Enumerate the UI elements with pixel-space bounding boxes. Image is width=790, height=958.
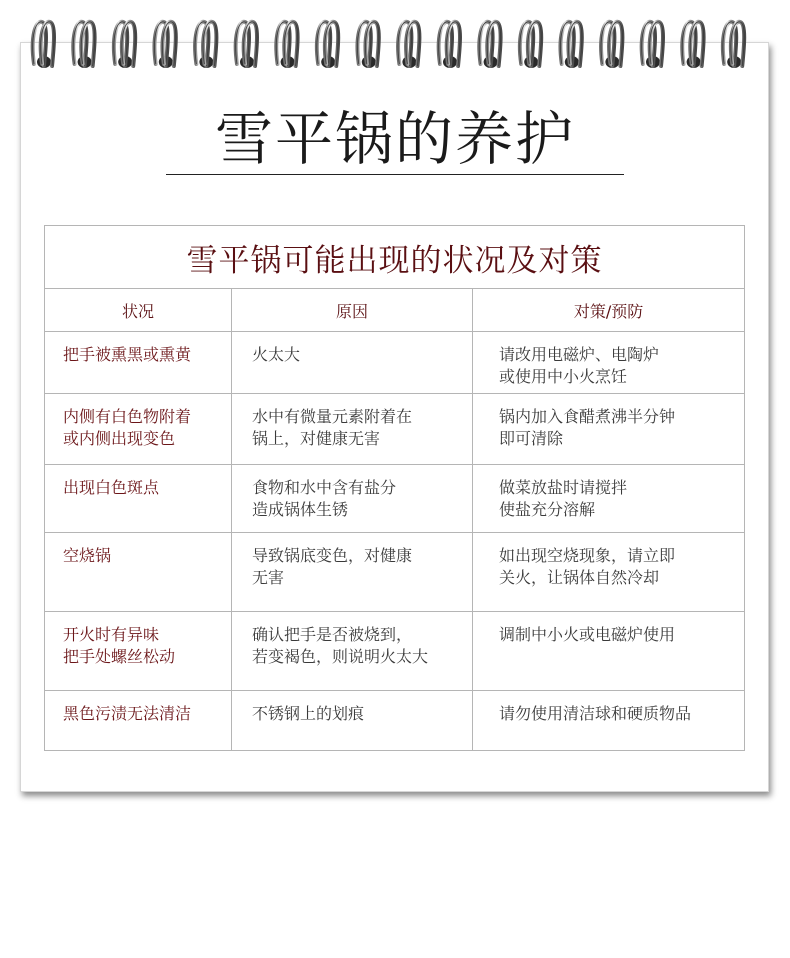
cause-cell-line: 锅上，对健康无害 [252,429,381,448]
cause-cell [232,394,473,465]
cause-cell-line: 水中有微量元素附着在 [252,407,413,426]
measure-cell-line: 调制中小火或电磁炉使用 [499,625,676,644]
table-row [45,394,745,465]
situation-cell-line: 出现白色斑点 [63,478,160,497]
measure-cell [473,533,745,612]
binding-ring [236,22,257,68]
cause-cell-line: 造成锅体生锈 [252,500,349,519]
situation-cell [45,612,232,691]
binding-ring [358,22,379,68]
binding-ring [520,22,541,68]
binding-ring [439,22,460,68]
table-row [45,533,745,612]
cause-cell-line: 无害 [252,568,285,587]
binding-ring [195,22,216,68]
situation-cell-line: 空烧锅 [63,546,112,565]
situation-cell-line: 把手处螺丝松动 [63,647,176,666]
situation-cell-line: 开火时有异味 [63,625,160,644]
cause-cell [232,691,473,751]
measure-cell [473,332,745,394]
situation-cell-line: 或内侧出现变色 [63,429,176,448]
binding-ring [479,22,500,68]
situation-cell [45,465,232,533]
measure-cell-line: 或使用中小火烹饪 [499,367,628,386]
cause-cell-line: 食物和水中含有盐分 [252,478,397,497]
care-table [44,225,745,751]
cause-cell-line: 火太大 [252,345,301,364]
measure-cell-line: 请勿使用清洁球和硬质物品 [499,704,692,723]
measure-cell-line: 锅内加入食醋煮沸半分钟 [499,407,676,426]
title-underline [166,174,624,175]
situation-cell [45,332,232,394]
measure-cell-line: 关火，让锅体自然冷却 [499,568,660,587]
binding-ring [398,22,419,68]
binding-ring [73,22,94,68]
binding-ring [682,22,703,68]
situation-cell [45,691,232,751]
binding-ring [155,22,176,68]
situation-cell [45,394,232,465]
measure-cell-line: 使盐充分溶解 [499,500,596,519]
table-row [45,691,745,751]
binding-ring [561,22,582,68]
measure-cell-line: 如出现空烧现象，请立即 [499,546,676,565]
cause-cell [232,612,473,691]
column-header-measure: 对策/预防 [473,289,745,332]
situation-cell-line: 黑色污渍无法清洁 [63,704,192,723]
situation-cell [45,533,232,612]
column-header-cause: 原因 [232,289,473,332]
cause-cell-line: 若变褐色，则说明火太大 [252,647,429,666]
measure-cell [473,394,745,465]
column-header-situation: 状况 [45,289,232,332]
measure-cell-line: 做菜放盐时请搅拌 [499,478,628,497]
cause-cell [232,533,473,612]
situation-cell-line: 内侧有白色物附着 [63,407,192,426]
cause-cell-line: 不锈钢上的划痕 [252,704,365,723]
table-row [45,612,745,691]
measure-cell [473,691,745,751]
spiral-binding [0,16,790,80]
table-row [45,332,745,394]
binding-ring [723,22,744,68]
binding-ring [317,22,338,68]
measure-cell-line: 请改用电磁炉、电陶炉 [499,345,660,364]
binding-ring [642,22,663,68]
table-caption: 雪平锅可能出现的状况及对策 [45,226,745,289]
measure-cell [473,465,745,533]
cause-cell-line: 确认把手是否被烧到， [252,625,413,644]
measure-cell-line: 即可清除 [499,429,564,448]
binding-ring [33,22,54,68]
table-row [45,465,745,533]
situation-cell-line: 把手被熏黑或熏黄 [63,345,192,364]
cause-cell [232,332,473,394]
binding-ring [114,22,135,68]
cause-cell-line: 导致锅底变色，对健康 [252,546,413,565]
measure-cell [473,612,745,691]
binding-ring [276,22,297,68]
cause-cell [232,465,473,533]
page-title: 雪平锅的养护 [214,105,575,173]
table-header-row [45,289,745,332]
binding-ring [601,22,622,68]
